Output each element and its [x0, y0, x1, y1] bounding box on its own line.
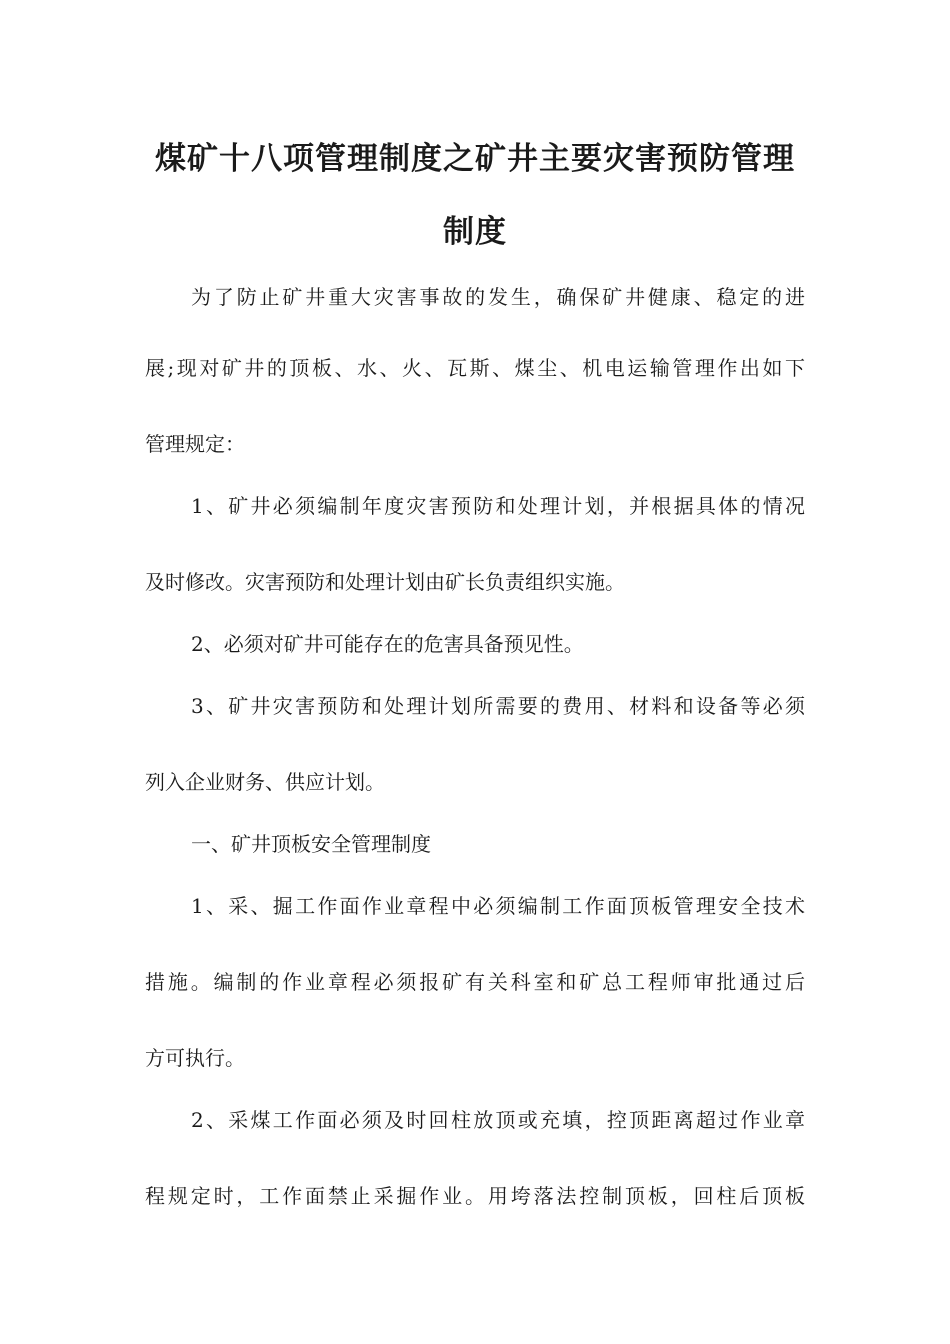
paragraph-line: 2、必须对矿井可能存在的危害具备预见性。 — [191, 632, 584, 656]
paragraph-line: 为了防止矿井重大灾害事故的发生，确保矿井健康、稳定的进 — [191, 285, 805, 309]
paragraph-line: 2、采煤工作面必须及时回柱放顶或充填，控顶距离超过作业章 — [191, 1108, 805, 1132]
paragraph-line: 方可执行。 — [145, 1046, 245, 1070]
paragraph-line: 及时修改。灾害预防和处理计划由矿长负责组织实施。 — [145, 570, 625, 594]
paragraph-line: 程规定时，工作面禁止采掘作业。用垮落法控制顶板，回柱后顶板 — [145, 1184, 805, 1208]
section-heading: 一、矿井顶板安全管理制度 — [191, 832, 431, 856]
paragraph-line: 措施。编制的作业章程必须报矿有关科室和矿总工程师审批通过后 — [145, 970, 805, 994]
document-title-line-1: 煤矿十八项管理制度之矿井主要灾害预防管理 — [155, 141, 795, 177]
document-title-line-2: 制度 — [443, 214, 507, 250]
paragraph-line: 1、矿井必须编制年度灾害预防和处理计划，并根据具体的情况 — [191, 494, 805, 518]
paragraph-line: 列入企业财务、供应计划。 — [145, 770, 385, 794]
paragraph-line: 1、采、掘工作面作业章程中必须编制工作面顶板管理安全技术 — [191, 894, 805, 918]
paragraph-line: 管理规定： — [145, 432, 245, 456]
paragraph-line: 展;现对矿井的顶板、水、火、瓦斯、煤尘、机电运输管理作出如下 — [145, 356, 805, 380]
paragraph-line: 3、矿井灾害预防和处理计划所需要的费用、材料和设备等必须 — [191, 694, 805, 718]
